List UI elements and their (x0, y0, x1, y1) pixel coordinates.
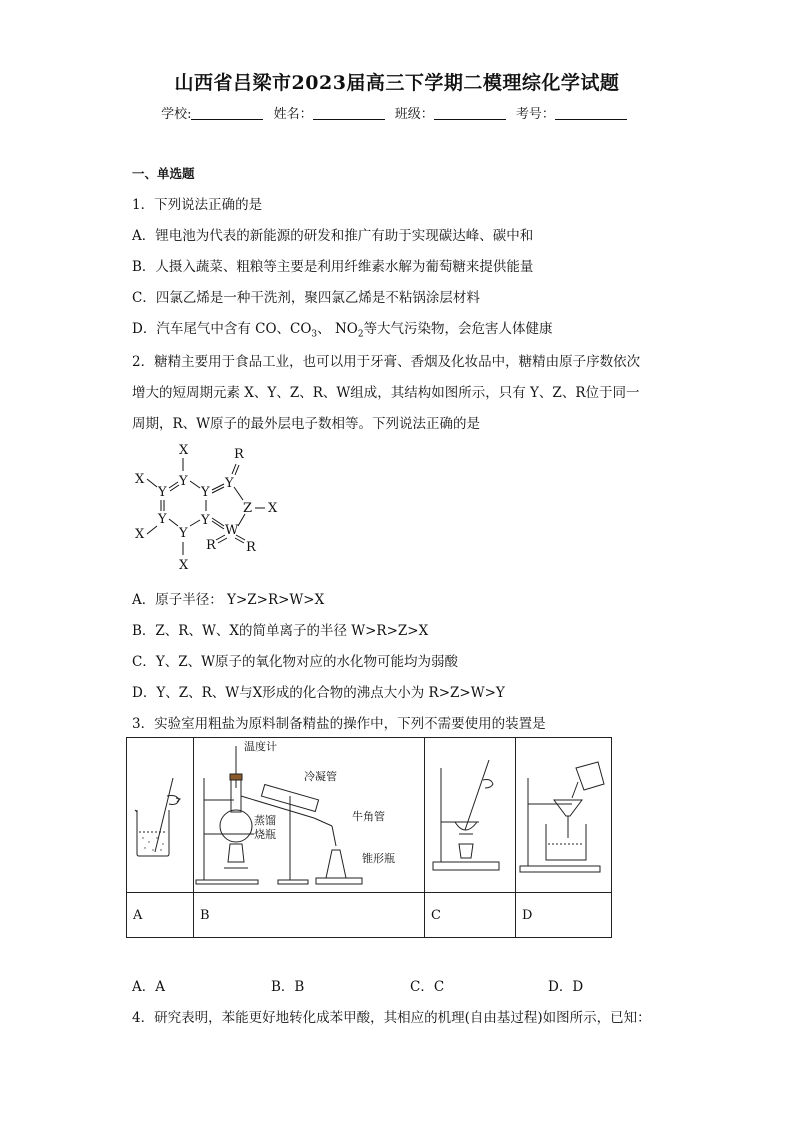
atom-x-top: X (179, 443, 189, 458)
section-heading: 一、单选题 (132, 166, 195, 181)
label-flask-2: 烧瓶 (254, 828, 276, 841)
q1-d-text-1: D．汽车尾气中含有 CO、CO (132, 321, 312, 337)
atom-r-top: R (234, 447, 244, 462)
label-b: B (194, 893, 425, 938)
q1-stem: 1．下列说法正确的是 (132, 197, 263, 213)
atom-y-upper-left: Y (158, 485, 167, 500)
saccharin-structure-diagram (128, 440, 288, 576)
atom-x-right: X (268, 501, 278, 516)
label-conical-flask: 锥形瓶 (362, 852, 395, 865)
filtration-apparatus-icon (516, 738, 611, 888)
q3-stem: 3．实验室用粗盐为原料制备精盐的操作中，下列不需要使用的装置是 (132, 716, 546, 732)
atom-y-carbonyl: Y (225, 476, 234, 491)
class-label: 班级： (394, 107, 434, 122)
q1-d-text-3: 等大气污染物，会危害人体健康 (363, 321, 553, 337)
exam-number-label: 考号： (515, 107, 555, 122)
q1-d-text-2: 、 NO (317, 321, 358, 337)
apparatus-d-cell (516, 738, 612, 893)
school-label: 学校: (161, 107, 192, 122)
name-label: 姓名： (273, 107, 313, 122)
beaker-stirring-icon (127, 738, 193, 888)
exam-number-blank[interactable] (555, 107, 627, 120)
label-a: A (127, 893, 194, 938)
apparatus-a-cell (127, 738, 194, 893)
apparatus-c-cell (425, 738, 516, 893)
name-blank[interactable] (313, 107, 385, 120)
atom-x-bottom: X (179, 558, 189, 573)
apparatus-table (126, 737, 612, 938)
q1-d-sub-1: 3 (311, 329, 318, 340)
atom-w: W (225, 523, 239, 538)
q3-option-b: B．B (271, 979, 305, 995)
label-flask-1: 蒸馏 (254, 814, 276, 827)
q4-stem: 4．研究表明，苯能更好地转化成苯甲酸，其相应的机理(自由基过程)如图所示，已知： (132, 1010, 651, 1026)
label-adapter: 牛角管 (352, 810, 385, 823)
evaporation-apparatus-icon (425, 738, 515, 888)
q3-option-a: A．A (132, 979, 165, 995)
q1-option-b: B．人摄入蔬菜、粗粮等主要是利用纤维素水解为葡萄糖来提供能量 (132, 259, 534, 275)
apparatus-b-cell (194, 738, 425, 893)
atom-r-right: R (246, 540, 256, 555)
label-c: C (425, 893, 516, 938)
atom-x-left-top: X (135, 472, 145, 487)
atom-x-left-bottom: X (135, 527, 145, 542)
class-blank[interactable] (434, 107, 506, 120)
q2-option-c: C．Y、Z、W原子的氧化物对应的水化物可能均为弱酸 (132, 654, 458, 670)
label-condenser: 冷凝管 (304, 770, 337, 783)
q2-stem-line2: 增大的短周期元素 X、Y、Z、R、W组成，其结构如图所示，只有 Y、Z、R位于同一 (132, 385, 640, 401)
atom-y-bottom: Y (179, 526, 188, 541)
atom-y-top: Y (179, 474, 188, 489)
q2-option-d: D．Y、Z、R、W与X形成的化合物的沸点大小为 R>Z>W>Y (132, 685, 505, 701)
atom-y-lower-right: Y (201, 513, 210, 528)
page-title: 山西省吕梁市2023届高三下学期二模理综化学试题 (174, 72, 620, 94)
q2-stem-line3: 周期，R、W原子的最外层电子数相等。下列说法正确的是 (132, 416, 481, 432)
school-blank[interactable] (191, 107, 263, 120)
label-d: D (516, 893, 612, 938)
q1-option-a: A．锂电池为代表的新能源的研发和推广有助于实现碳达峰、碳中和 (132, 228, 534, 244)
atom-y-lower-left: Y (158, 512, 167, 527)
distillation-apparatus-icon (194, 738, 424, 888)
q1-option-d (132, 317, 553, 340)
q3-option-c: C．C (410, 979, 445, 995)
q2-stem-line1: 2．糖精主要用于食品工业，也可以用于牙膏、香烟及化妆品中，糖精由原子序数依次 (132, 354, 641, 370)
q2-option-b: B．Z、R、W、X的简单离子的半径 W>R>Z>X (132, 623, 429, 639)
student-info-row (0, 103, 794, 122)
label-thermometer: 温度计 (244, 740, 277, 753)
atom-y-upper-right: Y (201, 485, 210, 500)
q2-option-a: A．原子半径： Y>Z>R>W>X (132, 592, 325, 608)
atom-r-left: R (206, 538, 216, 553)
q1-d-sub-2: 2 (357, 329, 364, 340)
q1-option-c: C．四氯乙烯是一种干洗剂，聚四氯乙烯是不粘锅涂层材料 (132, 290, 480, 306)
q3-option-d: D．D (548, 979, 584, 995)
atom-z: Z (243, 501, 253, 516)
